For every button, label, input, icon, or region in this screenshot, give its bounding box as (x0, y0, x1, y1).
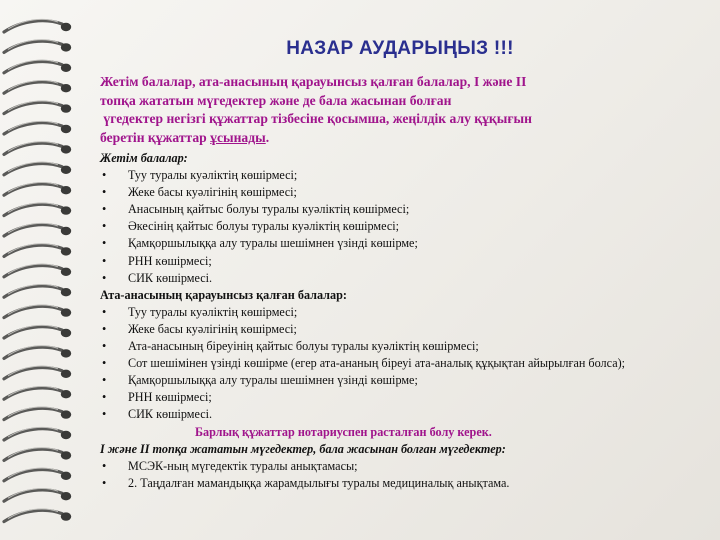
bullet-icon: • (102, 202, 107, 217)
spiral-ring (4, 285, 71, 298)
spiral-ring (4, 40, 71, 53)
without-care-list (100, 304, 712, 424)
document-body (100, 150, 712, 492)
section-heading-without-care: Ата-анасының қарауынсыз қалған балалар: (100, 287, 347, 302)
list-item: • Ата-анасының біреуінің қайтыс болуы туралы куәліктің көшірмесі; (100, 338, 712, 355)
list-item: • Жеке басы куәлігінің көшірмесі; (100, 321, 712, 338)
bullet-icon: • (102, 390, 107, 405)
spiral-ring (4, 223, 71, 236)
spiral-ring (4, 183, 71, 196)
spiral-ring (4, 468, 71, 481)
spiral-ring (4, 427, 71, 440)
slide-content (100, 0, 712, 540)
bullet-icon: • (102, 321, 107, 336)
spiral-ring (4, 142, 71, 155)
orphans-list (100, 167, 712, 287)
spiral-ring (4, 121, 71, 134)
list-item: • РНН көшірмесі; (100, 253, 712, 270)
list-item: • СИК көшірмесі. (100, 406, 712, 423)
list-item: • Туу туралы куәліктің көшірмесі; (100, 304, 712, 321)
spiral-ring (4, 407, 71, 420)
notary-note: Барлық құжаттар нотариуспен расталған болу керек. (195, 424, 492, 439)
bullet-icon: • (102, 373, 107, 388)
list-item: • Қамқоршылыққа алу туралы шешімнен үзінді көшірме; (100, 372, 712, 389)
spiral-ring (4, 305, 71, 318)
list-item: • Сот шешімінен үзінді көшірме (егер ата-ананың біреуі ата-аналық құқықтан айырылған болса); (100, 355, 712, 372)
intro-underlined-word: ұсынады (210, 129, 266, 145)
intro-paragraph (100, 73, 710, 147)
page-title: НАЗАР АУДАРЫҢЫЗ !!! (286, 38, 514, 59)
bullet-icon: • (102, 356, 107, 371)
spiral-binding-icon (0, 0, 86, 540)
spiral-ring (4, 203, 71, 216)
list-item: • МСЭК-ның мүгедектік туралы анықтамасы; (100, 458, 712, 475)
spiral-ring (4, 101, 71, 114)
bullet-icon: • (102, 253, 107, 268)
spiral-ring (4, 325, 71, 338)
section-heading-disabled: І және ІІ топқа жататын мүгедектер, бала жасынан болған мүгедектер: (100, 441, 506, 456)
list-item: • Туу туралы куәліктің көшірмесі; (100, 167, 712, 184)
spiral-ring (4, 489, 71, 502)
bullet-icon: • (102, 219, 107, 234)
spiral-ring (4, 509, 71, 522)
list-item: • Қамқоршылыққа алу туралы шешімнен үзінді көшірме; (100, 235, 712, 252)
spiral-ring (4, 387, 71, 400)
disabled-list (100, 458, 712, 492)
list-item: • Жеке басы куәлігінің көшірмесі; (100, 184, 712, 201)
intro-line: Жетім балалар, ата-анасының қарауынсыз қалған балалар, І және ІІ (100, 74, 527, 89)
spiral-ring (4, 448, 71, 461)
spiral-ring (4, 81, 71, 94)
list-item: • РНН көшірмесі; (100, 389, 712, 406)
intro-line (100, 129, 710, 148)
list-item: • СИК көшірмесі. (100, 270, 712, 287)
spiral-ring (4, 162, 71, 175)
bullet-icon: • (102, 168, 107, 183)
spiral-ring (4, 244, 71, 257)
bullet-icon: • (102, 185, 107, 200)
section-heading-orphans: Жетім балалар: (100, 151, 188, 165)
list-item: • 2. Таңдалған мамандыққа жарамдылығы туралы медициналық анықтама. (100, 475, 712, 492)
spiral-ring (4, 366, 71, 379)
bullet-icon: • (102, 407, 107, 422)
spiral-ring (4, 264, 71, 277)
intro-line: үгедектер негізгі құжаттар тізбесіне қосымша, жеңілдік алу құқығын (100, 111, 532, 127)
list-item: • Әкесінің қайтыс болуы туралы куәліктің көшірмесі; (100, 218, 712, 235)
bullet-icon: • (102, 475, 107, 490)
spiral-ring (4, 19, 71, 32)
bullet-icon: • (102, 270, 107, 285)
intro-text: беретін құжаттар (100, 129, 211, 145)
bullet-icon: • (102, 304, 107, 319)
bullet-icon: • (102, 236, 107, 251)
list-item: • Анасының қайтыс болуы туралы куәліктің көшірмесі; (100, 201, 712, 218)
spiral-ring (4, 60, 71, 73)
bullet-icon: • (102, 458, 107, 473)
intro-text: . (265, 129, 270, 145)
spiral-ring (4, 346, 71, 359)
intro-line: топқа жататын мүгедектер және де бала жасынан болған (100, 92, 452, 108)
bullet-icon: • (102, 339, 107, 354)
